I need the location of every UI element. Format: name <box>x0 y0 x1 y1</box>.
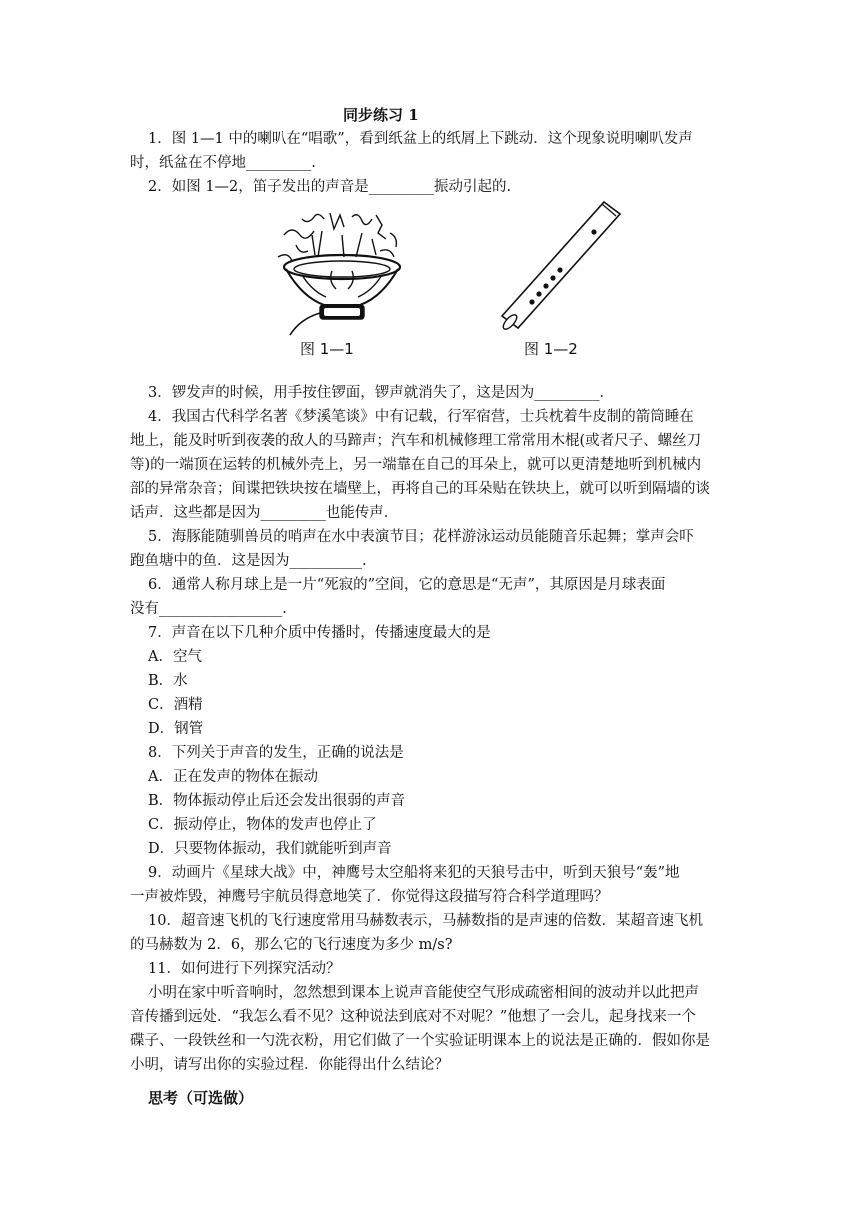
q6-line1: 6．通常人称月球上是一片“死寂的”空间，它的意思是“无声”，其原因是月球表面 <box>148 577 666 593</box>
q7-option-a: A．空气 <box>148 649 202 665</box>
q4-line3: 等)的一端顶在运转的机械外壳上，另一端靠在自己的耳朵上，就可以更清楚地听到机械内 <box>130 457 702 473</box>
q1-line2: 时，纸盆在不停地_________. <box>130 155 316 171</box>
q7-option-b: B．水 <box>148 673 188 689</box>
q2-line: 2．如图 1—2，笛子发出的声音是_________振动引起的. <box>148 179 512 195</box>
q11-line3: 碟子、一段铁丝和一勺洗衣粉，用它们做了一个实验证明课本上的说法是正确的．假如你是 <box>130 1033 710 1049</box>
q6-line2: 没有_________________. <box>130 601 287 617</box>
q1-line1: 1．图 1—1 中的喇叭在“唱歌”，看到纸盆上的纸屑上下跳动．这个现象说明喇叭发声 <box>148 131 693 147</box>
q8-option-b: B．物体振动停止后还会发出很弱的声音 <box>148 793 406 809</box>
q9-line1: 9．动画片《星球大战》中，神鹰号太空船将来犯的天狼号击中，听到天狼号“轰”地 <box>148 865 680 881</box>
q4-line2: 地上，能及时听到夜袭的敌人的马蹄声；汽车和机械修理工常常用木棍(或者尺子、螺丝刀 <box>130 433 702 449</box>
q7-stem: 7．声音在以下几种介质中传播时，传播速度最大的是 <box>148 625 491 641</box>
q10-line1: 10．超音速飞机的飞行速度常用马赫数表示，马赫数指的是声速的倍数．某超音速飞机 <box>148 913 703 929</box>
q11-stem: 11．如何进行下列探究活动？ <box>148 961 341 977</box>
q8-option-d: D．只要物体振动，我们就能听到声音 <box>148 841 392 857</box>
q4-line4: 部的异常杂音；间谍把铁块按在墙壁上，再将自己的耳朵贴在铁块上，就可以听到隔墙的谈 <box>130 481 710 497</box>
speaker-figure <box>272 205 412 340</box>
q5-line2: 跑鱼塘中的鱼．这是因为__________. <box>130 553 367 569</box>
q11-line2: 音传播到远处．“我怎么看不见？这种说法到底对不对呢？”他想了一会儿，起身找来一个 <box>130 1009 696 1025</box>
q8-option-c: C．振动停止，物体的发声也停止了 <box>148 817 377 833</box>
q7-option-d: D．钢管 <box>148 721 204 737</box>
q5-line1: 5．海豚能随驯兽员的哨声在水中表演节目；花样游泳运动员能随音乐起舞；掌声会吓 <box>148 529 694 545</box>
q11-line1: 小明在家中听音响时，忽然想到课本上说声音能使空气形成疏密相间的波动并以此把声 <box>148 985 699 1001</box>
figure-1-1-caption: 图 1—1 <box>300 340 354 358</box>
q9-line2: 一声被炸毁，神鹰号宇航员得意地笑了．你觉得这段描写符合科学道理吗？ <box>130 889 609 905</box>
q4-line1: 4．我国古代科学名著《梦溪笔谈》中有记载，行军宿营，士兵枕着牛皮制的箭筒睡在 <box>148 409 694 425</box>
flute-figure <box>498 198 624 332</box>
page-title: 同步练习 1 <box>343 106 419 124</box>
think-heading: 思考（可选做） <box>148 1089 254 1107</box>
q8-stem: 8．下列关于声音的发生，正确的说法是 <box>148 745 404 761</box>
figure-1-2-caption: 图 1—2 <box>524 340 578 358</box>
q10-line2: 的马赫数为 2．6，那么它的飞行速度为多少 m/s? <box>130 937 453 953</box>
q3-line: 3．锣发声的时候，用手按住锣面，锣声就消失了，这是因为_________． <box>148 385 614 401</box>
q8-option-a: A．正在发声的物体在振动 <box>148 769 318 785</box>
q4-line5: 话声．这些都是因为_________也能传声． <box>130 505 399 521</box>
q11-line4: 小明，请写出你的实验过程．你能得出什么结论？ <box>130 1057 449 1073</box>
q7-option-c: C．酒精 <box>148 697 203 713</box>
